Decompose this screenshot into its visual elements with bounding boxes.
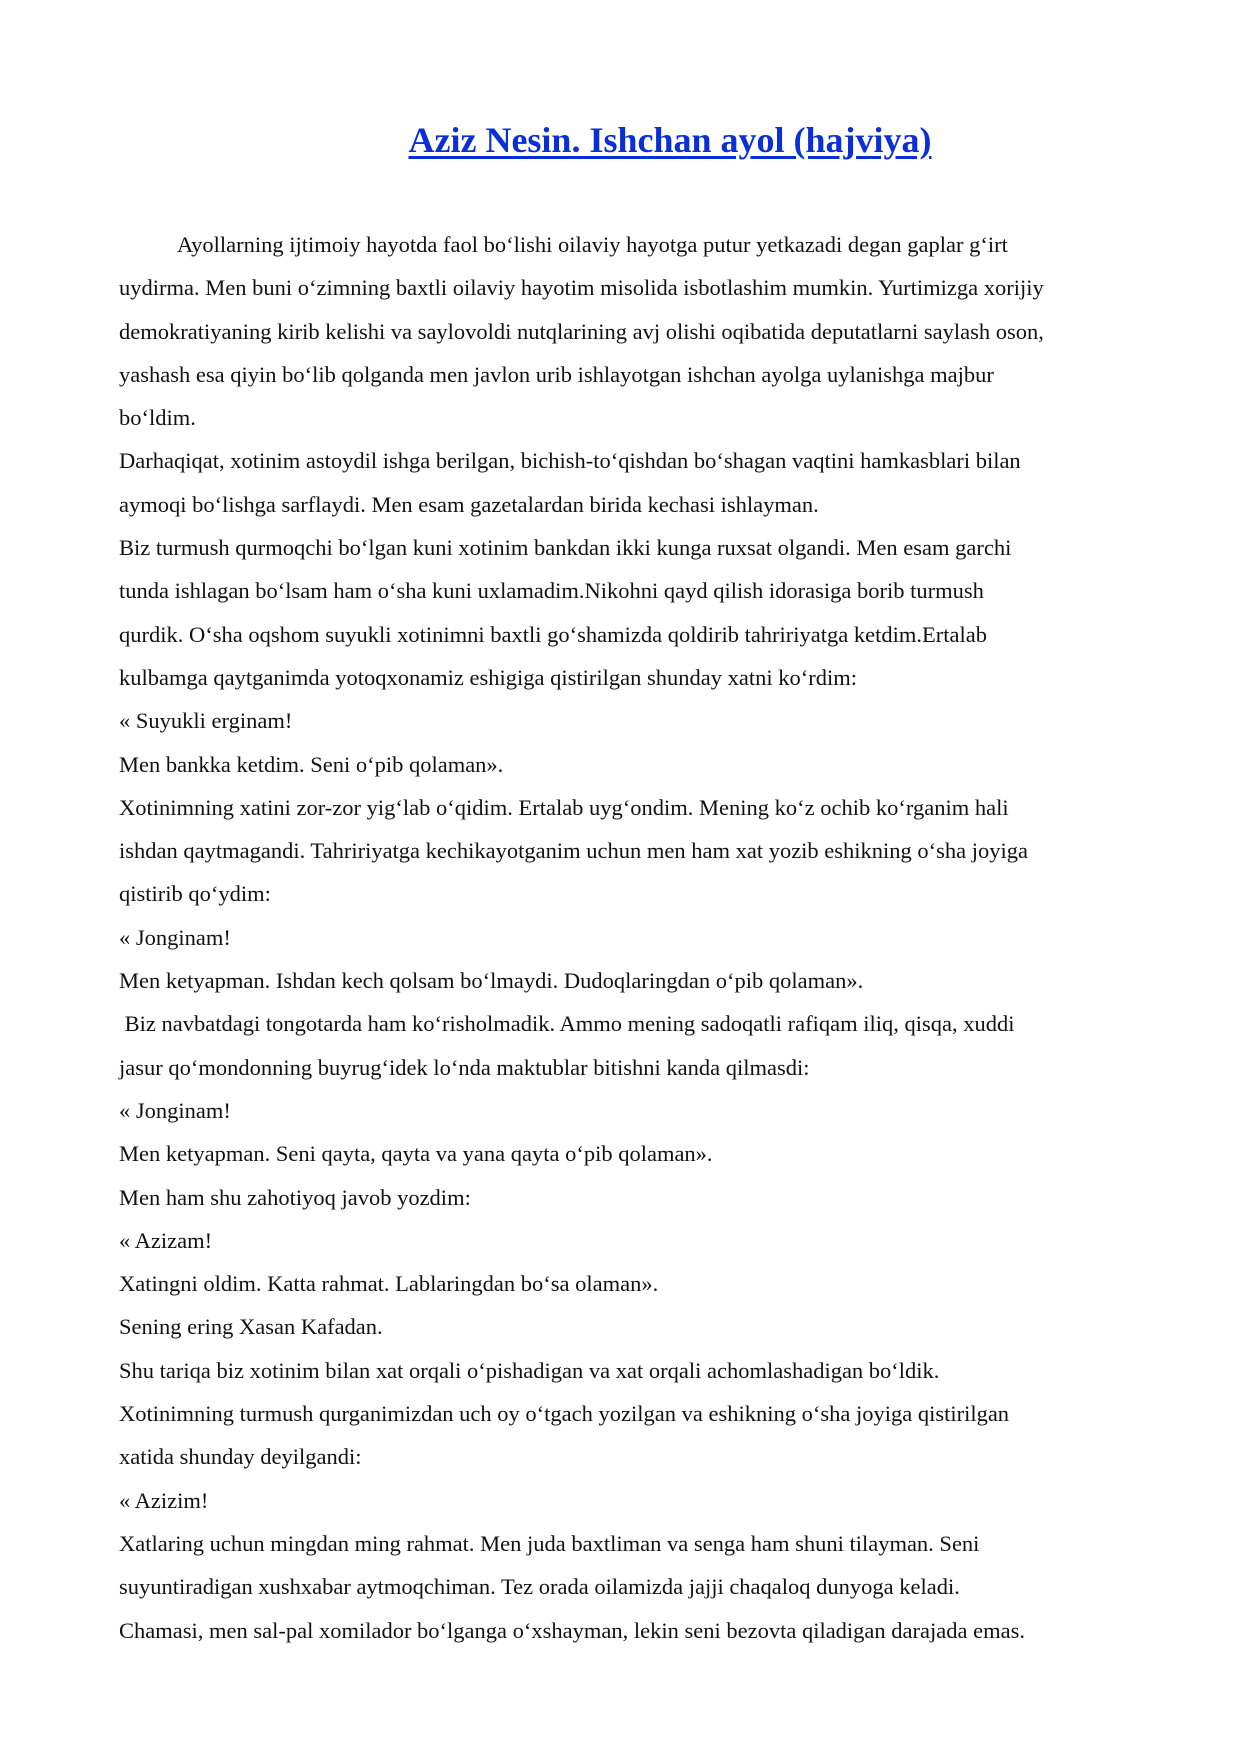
text-line: kulbamga qaytganimda yotoqxonamiz eshigiga qistirilgan shunday xatni koʻrdim: [119,664,857,690]
text-line: Men ham shu zahotiyoq javob yozdim: [119,1184,471,1210]
text-line: jasur qoʻmondonning buyrugʻidek loʻnda maktublar bitishni kanda qilmasdi: [119,1054,810,1080]
text-line: qistirib qoʻydim: [119,881,271,907]
text-line: Xatlaring uchun mingdan ming rahmat. Men juda baxtliman va senga ham shuni tilayman. Seni [119,1530,980,1556]
text-line: yashash esa qiyin boʻlib qolganda men javlon urib ishlayotgan ishchan ayolga uylanishga majbur [119,361,994,387]
text-line: Ayollarning ijtimoiy hayotda faol boʻlishi oilaviy hayotga putur yetkazadi degan gaplar gʻirt [177,232,1008,257]
text-line: Darhaqiqat, xotinim astoydil ishga berilgan, bichish-toʻqishdan boʻshagan vaqtini hamkasblari bilan [119,448,1021,474]
document-body [119,223,1149,1652]
text-line: Men ketyapman. Ishdan kech qolsam boʻlmaydi. Dudoqlaringdan oʻpib qolaman». [119,968,864,994]
text-line: « Suyukli erginam! [119,708,293,734]
text-line: boʻldim. [119,405,196,431]
text-line: Biz navbatdagi tongotarda ham koʻrisholmadik. Ammo mening sadoqatli rafiqam iliq, qisqa, xuddi [119,1011,1015,1037]
text-line: ishdan qaytmagandi. Tahririyatga kechikayotganim uchun men ham xat yozib eshikning oʻsha joyiga [119,838,1029,864]
text-line: « Jonginam! [119,924,231,950]
text-line: Xatingni oldim. Katta rahmat. Lablaringdan boʻsa olaman». [119,1271,659,1297]
text-line: Chamasi, men sal-pal xomilador boʻlganga oʻxshayman, lekin seni bezovta qiladigan darajada emas. [119,1617,1025,1643]
text-line: suyuntiradigan xushxabar aytmoqchiman. Tez orada oilamizda jajji chaqaloq dunyoga keladi. [119,1574,960,1600]
text-line: « Azizam! [119,1227,213,1253]
text-line: Biz turmush qurmoqchi boʻlgan kuni xotinim bankdan ikki kunga ruxsat olgandi. Men esam garchi [119,535,1012,561]
text-line: Men bankka ketdim. Seni oʻpib qolaman». [119,751,504,777]
document-title[interactable]: Aziz Nesin. Ishchan ayol (hajviya) [408,120,932,160]
text-line: Xotinimning xatini zor-zor yigʻlab oʻqidim. Ertalab uygʻondim. Mening koʻz ochib koʻrganim hali [119,794,1009,820]
text-line: Shu tariqa biz xotinim bilan xat orqali oʻpishadigan va xat orqali achomlashadigan boʻldik. [119,1357,940,1383]
text-line: qurdik. Oʻsha oqshom suyukli xotinimni baxtli goʻshamizda qoldirib tahririyatga ketdim.Ertalab [119,621,987,647]
text-line: « Jonginam! [119,1097,231,1123]
text-line: demokratiyaning kirib kelishi va saylovoldi nutqlarining avj olishi oqibatida deputatlarni saylash oson, [119,318,1044,344]
text-line: aymoqi boʻlishga sarflaydi. Men esam gazetalardan birida kechasi ishlayman. [119,491,819,517]
text-line: Xotinimning turmush qurganimizdan uch oy oʻtgach yozilgan va eshikning oʻsha joyiga qistirilgan [119,1401,1010,1427]
text-line: tunda ishlagan boʻlsam ham oʻsha kuni uxlamadim.Nikohni qayd qilish idorasiga borib turmush [119,578,984,604]
text-line: xatida shunday deyilgandi: [119,1444,362,1470]
text-line: Sening ering Xasan Kafadan. [119,1314,383,1340]
text-line: Men ketyapman. Seni qayta, qayta va yana qayta oʻpib qolaman». [119,1141,713,1167]
text-line: « Azizim! [119,1487,209,1513]
text-line: uydirma. Men buni oʻzimning baxtli oilaviy hayotim misolida isbotlashim mumkin. Yurtimizga xorijiy [119,275,1044,301]
